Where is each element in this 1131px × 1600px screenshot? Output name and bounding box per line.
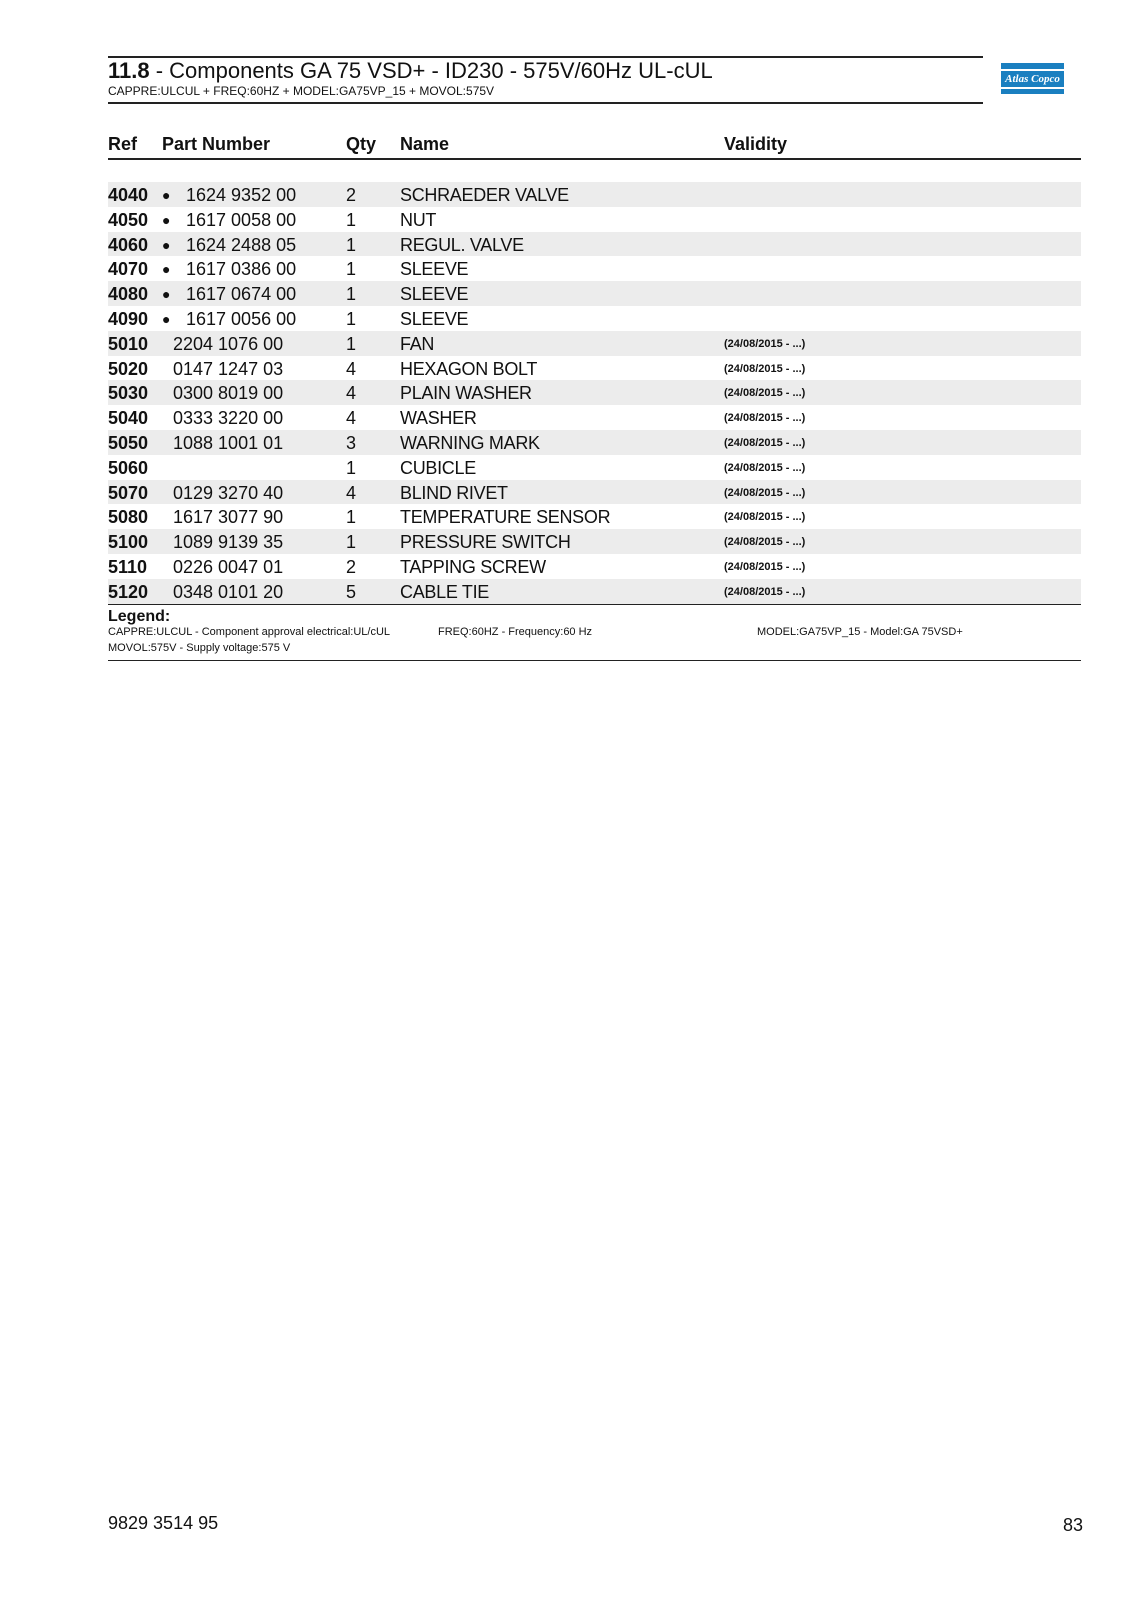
column-ref: Ref (108, 134, 138, 154)
table-header (108, 130, 1081, 160)
validity-cell: (24/08/2015 - ...) (724, 536, 806, 549)
column-part-number: Part Number (162, 134, 271, 154)
part-number-cell: 0129 3270 40 (173, 482, 284, 503)
legend-line (108, 626, 1081, 642)
bullet-icon: ● (162, 187, 171, 203)
ref-cell: 5030 (108, 383, 149, 404)
qty-cell: 5 (346, 581, 357, 602)
table-row (108, 554, 1081, 579)
validity-cell: (24/08/2015 - ...) (724, 486, 806, 499)
ref-cell: 5020 (108, 358, 149, 379)
qty-cell: 1 (346, 209, 357, 230)
ref-cell: 5010 (108, 333, 149, 354)
validity-cell: (24/08/2015 - ...) (724, 412, 806, 425)
part-number-cell: 0300 8019 00 (173, 383, 284, 404)
name-cell: NUT (400, 209, 437, 230)
table-row (108, 529, 1081, 554)
bullet-icon: ● (162, 261, 171, 278)
qty-cell: 1 (346, 234, 357, 255)
qty-cell: 3 (346, 432, 357, 453)
legend-rule (108, 660, 1081, 661)
ref-cell: 5060 (108, 457, 149, 478)
part-number-cell: 1617 0056 00 (186, 308, 297, 329)
section-title: - Components GA 75 VSD+ - ID230 - 575V/60Hz UL-cUL (149, 58, 713, 83)
ref-cell: 4070 (108, 259, 149, 280)
name-cell: CABLE TIE (400, 581, 490, 602)
name-cell: WARNING MARK (400, 432, 540, 453)
part-number-cell: 1088 1001 01 (173, 432, 284, 453)
part-number-cell: 1617 3077 90 (173, 507, 284, 528)
document-number: 9829 3514 95 (108, 1513, 219, 1533)
qty-cell: 1 (346, 259, 357, 280)
part-number-cell: 2204 1076 00 (173, 333, 284, 354)
qty-cell: 1 (346, 308, 357, 329)
bullet-icon: ● (162, 310, 171, 327)
qty-cell: 2 (346, 556, 357, 577)
column-qty: Qty (346, 134, 377, 154)
logo-text: Atlas Copco (1005, 72, 1060, 85)
part-number-cell: 1617 0674 00 (186, 284, 297, 305)
ref-cell: 5120 (108, 581, 149, 602)
part-number-cell: 1624 9352 00 (186, 185, 297, 205)
table-row (108, 207, 1081, 232)
validity-cell: (24/08/2015 - ...) (724, 585, 806, 598)
part-number-cell: 1617 0386 00 (186, 259, 297, 280)
legend-title: Legend: (108, 608, 171, 625)
name-cell: SLEEVE (400, 259, 469, 280)
legend (108, 604, 1081, 661)
atlas-copco-logo (1001, 63, 1064, 94)
column-name: Name (400, 134, 450, 154)
legend-entry: MOVOL:575V - Supply voltage:575 V (108, 642, 291, 654)
table-body (108, 182, 1081, 604)
ref-cell: 4040 (108, 185, 149, 205)
table-row (108, 232, 1081, 257)
table-row (108, 306, 1081, 331)
page-subtitle: CAPPRE:ULCUL + FREQ:60HZ + MODEL:GA75VP_15 + MOVOL:575V (108, 84, 495, 98)
name-cell: SCHRAEDER VALVE (400, 185, 569, 205)
qty-cell: 4 (346, 358, 357, 379)
name-cell: HEXAGON BOLT (400, 358, 538, 379)
part-number-cell: 1624 2488 05 (186, 234, 297, 255)
qty-cell: 1 (346, 532, 357, 553)
table-row (108, 256, 1081, 281)
legend-entry: CAPPRE:ULCUL - Component approval electrical:UL/cUL (108, 626, 391, 638)
part-number-cell: 1089 9139 35 (173, 532, 284, 553)
ref-cell: 4050 (108, 209, 149, 230)
validity-cell: (24/08/2015 - ...) (724, 387, 806, 400)
name-cell: FAN (400, 333, 435, 354)
validity-cell: (24/08/2015 - ...) (724, 511, 806, 524)
table-row (108, 405, 1081, 430)
qty-cell: 4 (346, 383, 357, 404)
validity-cell: (24/08/2015 - ...) (724, 362, 806, 375)
parts-table (108, 130, 1081, 604)
table-row (108, 380, 1081, 405)
ref-cell: 5110 (108, 556, 148, 577)
part-number-cell: 0226 0047 01 (173, 556, 284, 577)
bullet-icon: ● (162, 236, 171, 253)
ref-cell: 5100 (108, 532, 149, 553)
table-row (108, 480, 1081, 505)
page-number: 83 (1062, 1515, 1083, 1535)
qty-cell: 1 (346, 507, 357, 528)
qty-cell: 1 (346, 333, 357, 354)
table-row (108, 504, 1081, 529)
column-validity: Validity (724, 134, 788, 154)
ref-cell: 5080 (108, 507, 149, 528)
qty-cell: 2 (346, 185, 357, 205)
name-cell: TEMPERATURE SENSOR (400, 507, 611, 528)
page-header (108, 56, 983, 104)
validity-cell: (24/08/2015 - ...) (724, 560, 806, 573)
legend-line (108, 642, 1081, 658)
name-cell: SLEEVE (400, 284, 469, 305)
qty-cell: 1 (346, 284, 357, 305)
name-cell: REGUL. VALVE (400, 234, 524, 255)
page-title (108, 58, 983, 84)
ref-cell: 4090 (108, 308, 149, 329)
validity-cell: (24/08/2015 - ...) (724, 436, 806, 449)
bullet-icon: ● (162, 211, 171, 228)
validity-cell: (24/08/2015 - ...) (724, 337, 806, 350)
name-cell: BLIND RIVET (400, 482, 508, 503)
ref-cell: 5050 (108, 432, 149, 453)
name-cell: CUBICLE (400, 457, 476, 478)
table-row (108, 579, 1081, 604)
qty-cell: 1 (346, 457, 357, 478)
legend-entry: FREQ:60HZ - Frequency:60 Hz (438, 626, 593, 638)
part-number-cell: 0333 3220 00 (173, 408, 284, 429)
section-number: 11.8 (108, 58, 150, 83)
ref-cell: 5040 (108, 408, 149, 429)
part-number-cell: 0147 1247 03 (173, 358, 284, 379)
name-cell: TAPPING SCREW (400, 556, 546, 577)
part-number-cell: 0348 0101 20 (173, 581, 284, 602)
table-row (108, 356, 1081, 381)
header-rule-bottom (108, 102, 983, 104)
legend-entry: MODEL:GA75VP_15 - Model:GA 75VSD+ (757, 626, 963, 638)
bullet-icon: ● (162, 286, 171, 303)
validity-cell: (24/08/2015 - ...) (724, 461, 806, 474)
table-row (108, 455, 1081, 480)
ref-cell: 5070 (108, 482, 149, 503)
qty-cell: 4 (346, 408, 357, 429)
qty-cell: 4 (346, 482, 357, 503)
name-cell: WASHER (400, 408, 477, 429)
table-row (108, 331, 1081, 356)
ref-cell: 4060 (108, 234, 149, 255)
name-cell: PRESSURE SWITCH (400, 532, 571, 553)
name-cell: SLEEVE (400, 308, 469, 329)
table-row (108, 430, 1081, 455)
name-cell: PLAIN WASHER (400, 383, 532, 404)
part-number-cell: 1617 0058 00 (186, 209, 297, 230)
table-row (108, 182, 1081, 207)
table-row (108, 281, 1081, 306)
ref-cell: 4080 (108, 284, 149, 305)
